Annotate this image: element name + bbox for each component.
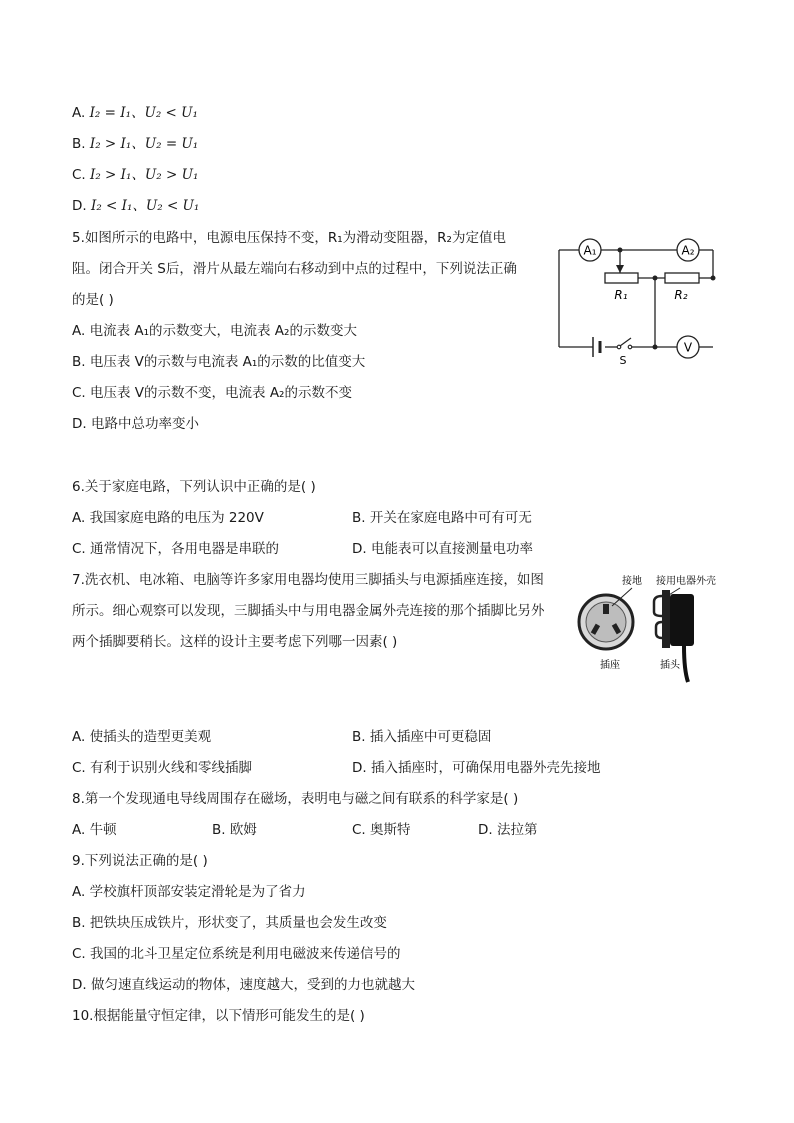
q7-stem-line1: 7.洗衣机、电冰箱、电脑等许多家用电器均使用三脚插头与电源插座连接，如图 [72,572,544,588]
q6-stem: 6.关于家庭电路，下列认识中正确的是( ) [72,479,316,495]
q4-option-d [72,197,199,215]
shell-label: 接用电器外壳 [656,576,716,587]
q7-option-c: C. 有利于识别火线和零线插脚 [72,760,253,776]
q9-stem: 9.下列说法正确的是( ) [72,853,208,869]
q5-stem-line2: 阻。闭合开关 S后，滑片从最左端向右移动到中点的过程中，下列说法正确 [72,261,517,277]
q6-option-b: B. 开关在家庭电路中可有可无 [352,510,532,526]
q5-option-a: A. 电流表 A₁的示数变大，电流表 A₂的示数变大 [72,323,357,339]
q9-option-a: A. 学校旗杆顶部安装定滑轮是为了省力 [72,884,306,900]
q7-stem-line2: 所示。细心观察可以发现，三脚插头中与用电器金属外壳连接的那个插脚比另外 [72,603,545,619]
plug-socket-figure [576,570,726,688]
q5-stem-line3: 的是( ) [72,292,114,308]
switch-label: S [619,354,627,367]
q5-option-d: D. 电路中总功率变小 [72,416,199,432]
q7-option-d: D. 插入插座时，可确保用电器外壳先接地 [352,760,601,776]
q9-option-d: D. 做匀速直线运动的物体，速度越大，受到的力也就越大 [72,977,415,993]
q9-option-c: C. 我国的北斗卫星定位系统是利用电磁波来传递信号的 [72,946,401,962]
r1-resistor [605,273,638,283]
q4-option-c-expr: I₂ > I₁、U₂ > U₁ [90,167,199,183]
q5-option-c: C. 电压表 V的示数不变，电流表 A₂的示数不变 [72,385,352,401]
q7-option-a: A. 使插头的造型更美观 [72,729,212,745]
q8-option-c: C. 奥斯特 [352,822,411,838]
ammeter-a1-label: A₁ [583,243,597,258]
q8-option-b: B. 欧姆 [212,822,257,838]
r2-label: R₂ [674,288,688,302]
q4-option-b [72,135,198,153]
q6-option-c: C. 通常情况下，各用电器是串联的 [72,541,280,557]
q4-option-c [72,166,198,184]
circuit-diagram [550,230,720,370]
q7-option-b: B. 插入插座中可更稳固 [352,729,492,745]
q4-option-b-prefix: B. [72,136,86,152]
q10-stem: 10.根据能量守恒定律，以下情形可能发生的是( ) [72,1008,365,1024]
q4-option-a-expr: I₂ = I₁、U₂ < U₁ [89,105,198,121]
q5-option-b: B. 电压表 V的示数与电流表 A₁的示数的比值变大 [72,354,366,370]
voltmeter-label: V [683,340,693,355]
q4-option-a-prefix: A. [72,105,86,121]
q4-option-d-expr: I₂ < I₁、U₂ < U₁ [90,198,200,214]
q9-option-b: B. 把铁块压成铁片，形状变了，其质量也会发生改变 [72,915,387,931]
q4-option-b-expr: I₂ > I₁、U₂ = U₁ [89,136,199,152]
ammeter-a2-label: A₂ [681,243,695,258]
q4-option-c-prefix: C. [72,167,86,183]
slider-arrow-icon [616,265,624,273]
q8-option-d: D. 法拉第 [478,822,538,838]
q8-option-a: A. 牛顿 [72,822,117,838]
q8-stem: 8.第一个发现通电导线周围存在磁场，表明电与磁之间有联系的科学家是( ) [72,791,519,807]
q5-stem-line1: 5.如图所示的电路中，电源电压保持不变，R₁为滑动变阻器，R₂为定值电 [72,230,506,246]
plug-label: 插头 [660,660,680,671]
r1-label: R₁ [614,288,628,302]
q4-option-d-prefix: D. [72,198,87,214]
socket-label: 插座 [600,660,620,671]
q6-option-d: D. 电能表可以直接测量电功率 [352,541,533,557]
q4-option-a [72,104,198,122]
socket-icon [579,595,633,649]
ground-label: 接地 [622,576,642,587]
q7-stem-line3: 两个插脚要稍长。这样的设计主要考虑下列哪一因素( ) [72,634,398,650]
r2-resistor [665,273,699,283]
q6-option-a: A. 我国家庭电路的电压为 220V [72,510,264,526]
